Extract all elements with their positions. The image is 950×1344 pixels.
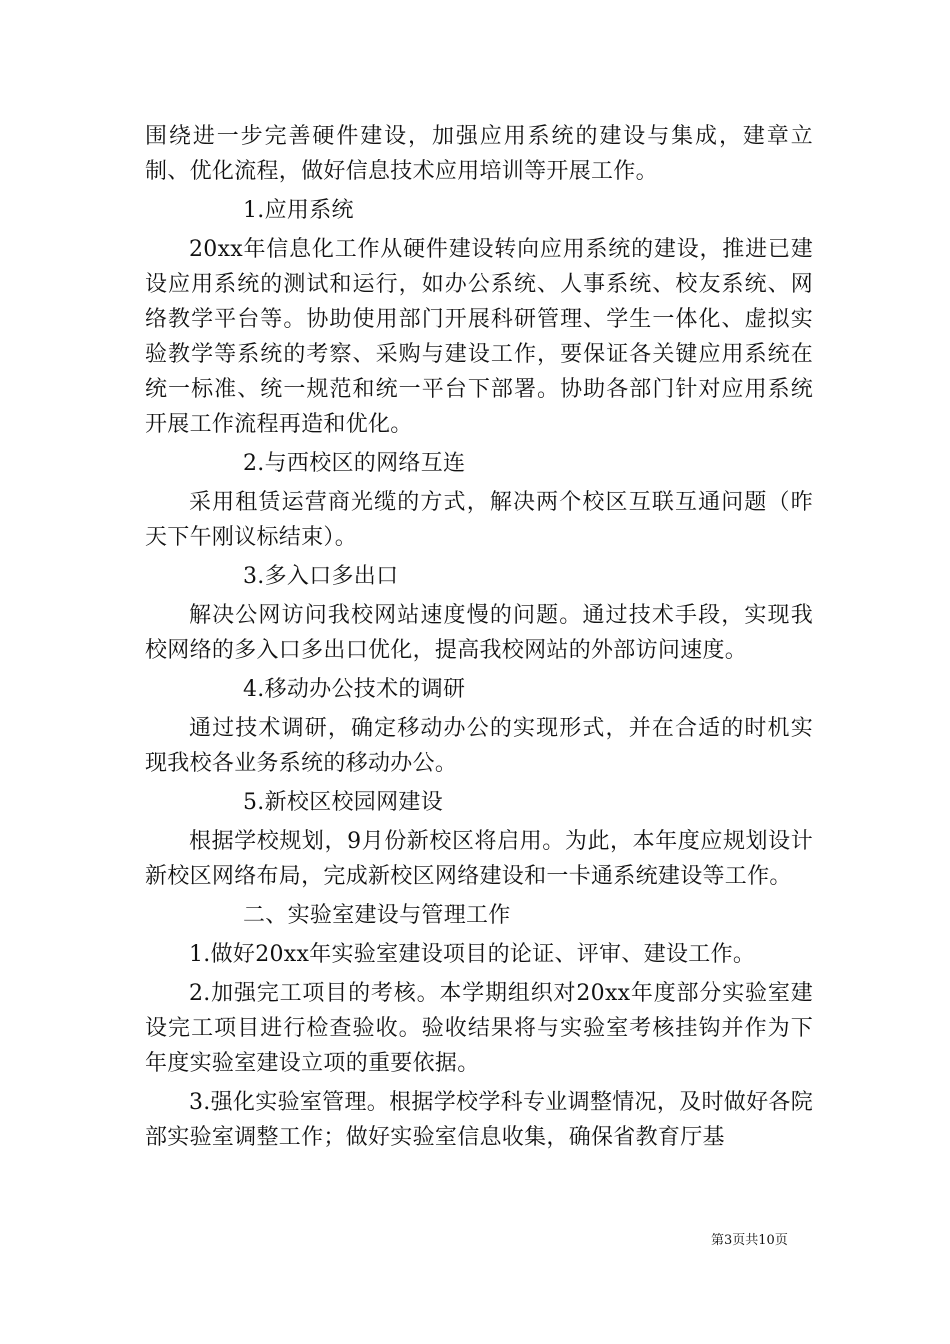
document-body xyxy=(145,119,813,1159)
paragraph-application-system: 20xx年信息化工作从硬件建设转向应用系统的建设，推进已建设应用系统的测试和运行，如办公系统、人事系统、校友系统、网络教学平台等。协助使用部门开展科研管理、学生一体化、虚拟实验教学等系统的考察、采购与建设工作，要保证各关键应用系统在统一标准、统一规范和统一平台下部署。协助各部门针对应用系统开展工作流程再造和优化。 xyxy=(145,237,813,437)
heading-multi-entry-exit: 3.多入口多出口 xyxy=(243,564,399,589)
heading-application-system: 1.应用系统 xyxy=(243,198,354,223)
paragraph-new-campus-network: 根据学校规划，9月份新校区将启用。为此，本年度应规划设计新校区网络布局，完成新校区网络建设和一卡通系统建设等工作。 xyxy=(145,829,813,889)
paragraph-intro: 围绕进一步完善硬件建设，加强应用系统的建设与集成，建章立制、优化流程，做好信息技术应用培训等开展工作。 xyxy=(145,124,813,184)
paragraph-lab-item-2: 2.加强完工项目的考核。本学期组织对20xx年度部分实验室建设完工项目进行检查验收。验收结果将与实验室考核挂钩并作为下年度实验室建设立项的重要依据。 xyxy=(145,981,813,1076)
heading-west-campus-network: 2.与西校区的网络互连 xyxy=(243,451,466,476)
paragraph-west-campus-network: 采用租赁运营商光缆的方式，解决两个校区互联互通问题（昨天下午刚议标结束）。 xyxy=(145,490,813,550)
page-number-footer: 第3页共10页 xyxy=(711,1233,788,1248)
paragraph-multi-entry-exit: 解决公网访问我校网站速度慢的问题。通过技术手段，实现我校网络的多入口多出口优化，提高我校网站的外部访问速度。 xyxy=(145,603,813,663)
heading-mobile-office: 4.移动办公技术的调研 xyxy=(243,677,466,702)
paragraph-lab-item-3: 3.强化实验室管理。根据学校学科专业调整情况，及时做好各院部实验室调整工作；做好实验室信息收集，确保省教育厅基 xyxy=(145,1090,813,1150)
paragraph-lab-item-1: 1.做好20xx年实验室建设项目的论证、评审、建设工作。 xyxy=(189,942,756,967)
heading-lab-construction: 二、实验室建设与管理工作 xyxy=(243,903,511,928)
heading-new-campus-network: 5.新校区校园网建设 xyxy=(243,790,443,815)
paragraph-mobile-office: 通过技术调研，确定移动办公的实现形式，并在合适的时机实现我校各业务系统的移动办公。 xyxy=(145,716,813,776)
